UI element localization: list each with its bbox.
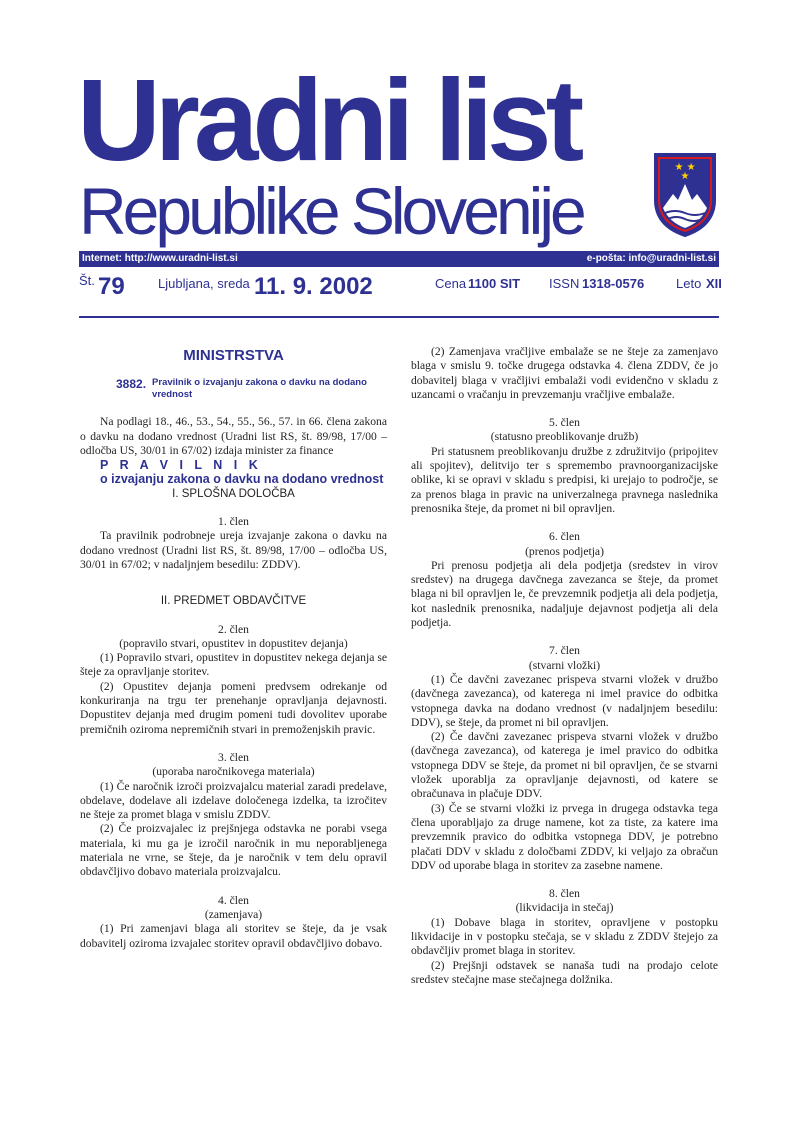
article-subtitle: (zamenjava) [204,907,263,921]
article-number: 1. člen [218,515,249,529]
coat-of-arms-icon [651,150,719,238]
article-paragraph: (1) Če naročnik izroči proizvajalcu material zaradi predelave, obdelave, dodelave ali izdelave določenega izdelka, ta izročitev ne šteje za promet blaga v smislu ZDDV. [80,779,387,822]
regulation-title: Pravilnik o izvajanju zakona o davku na dodano vrednost [152,377,367,401]
document-title: o izvajanju zakona o davku na dodano vrednost [100,472,384,487]
masthead-contact-bar [79,251,719,267]
article-paragraph: (2) Če proizvajalec iz prejšnjega odstavka ne porabi vsega materiala, ki mu ga je izročil naročnik in mu neporabljenega materiala ne vrne, se šteje, da je naročnik v tem delu opravil obdavčljivo dobavo materiala proizvajalcu. [80,822,387,879]
article-paragraph: (2) Če davčni zavezanec prispeva stvarni vložek v družbo (davčnega zavezanca), od katerega je imel pravico do odbitka vstopnega DDV se šteje, da promet ni bil opravljen, če se stvarni vložek uporablja za opravljanje dejavnosti, od katere se obračunava in plačuje DDV. [411,730,718,801]
article-paragraph: (2) Opustitev dejanja pomeni predvsem odrekanje od konkuriranja na trgu ter prenehanje opravljanja dejavnosti. Dopustitev dejanja med drugim pomeni tudi dovolitev uporabe premičnih oziroma nepremičnih stvari in premoženjskih pravic. [80,679,387,736]
issue-info-row [79,270,722,302]
article-paragraph: (1) Dobave blaga in storitev, opravljene v postopku likvidacije in v postopku stečaja, se v skladu z ZDDV štejejo za obdavčljiv promet blaga in storitev. [411,915,718,958]
intro-paragraph: Na podlagi 18., 46., 53., 54., 55., 56., 57. in 66. člena zakona o davku na dodano vrednost (Uradni list RS, št. 89/98, 17/00 – odločba US, 30/01 in 67/02) izdaja minister za finance [80,415,387,457]
article-paragraph: Pri statusnem preoblikovanju družbe z združitvijo (pripojitev ali spojitev), delitvijo ter s spremembo pravnoorganizacijske oblike, ki se opravi v skladu s predpisi, ki urejajo to področje, se za prenos blaga in pravic na univerzalnega pravnega naslednika prenosnika šteje, da promet ni bil opravljen. [411,444,718,515]
issn-value: 1318-0576 [582,276,645,291]
article-paragraph: (3) Če se stvarni vložki iz prvega in drugega odstavka tega člena uporabljajo za druge namene, kot za tiste, za katere ima prevzemnik pravico do odbitka vstopnega DDV, je potrebno plačati DDV v skladu z določbami ZDDV, ki veljajo za obračun DDV od uporabe blaga in storitev za zasebne namene. [411,801,718,872]
chapter-heading: II. PREDMET OBDAVČITVE [160,595,307,608]
article-paragraph: Pri prenosu podjetja ali dela podjetja (sredstev in virov sredstev) na drugega davčnega zavezanca se šteje, da promet blaga ni bil opravljen le, če prevzemnik podjetja ali dela podjetja, kot naslednik prenosnika, nadaljuje dejavnost podjetja ali dela podjetja. [411,558,718,630]
internet-link[interactable]: Internet: http://www.uradni-list.si [82,253,238,264]
issue-number: 79 [98,273,125,300]
regulation-number: 3882. [116,377,147,392]
article-number: 7. člen [549,644,580,658]
article-number: 3. člen [218,750,249,764]
article-paragraph: (1) Pri zamenjavi blaga ali storitev se šteje, da je vsak dobavitelj oziroma izvajalec storitev opravil obdavčljivo dobavo. [80,922,387,950]
article-number: 4. člen [218,893,249,907]
article-number: 8. člen [549,887,580,901]
left-column [80,345,387,951]
article-paragraph: (1) Popravilo stvari, opustitev in dopustitev nekega dejanja se šteje za opravljanje storitev. [80,651,387,679]
year-label: Leto [676,276,702,291]
svg-text:★ ★: ★ ★ [674,162,696,173]
document-type: P R A V I L N I K [100,458,262,473]
article-number: 5. člen [549,416,580,430]
article-number: 2. člen [218,622,249,636]
right-column [411,345,718,987]
issue-number-label: Št. [79,273,95,288]
header-divider [79,316,719,318]
article-subtitle: (stvarni vložki) [528,658,601,672]
masthead-title: Uradni list [77,55,579,185]
section-heading: MINISTRSTVA [183,347,284,364]
article-paragraph: (2) Prejšnji odstavek se nanaša tudi na prodajo celote sredstev stečajne mase stečajnega dolžnika. [411,958,718,986]
year-value: XII [706,276,722,291]
article-subtitle: (popravilo stvari, opustitev in dopustitev dejanja) [119,636,348,650]
article-number: 6. člen [549,530,580,544]
article-paragraph: (2) Zamenjava vračljive embalaže se ne šteje za zamenjavo blaga v smislu 9. točke drugega odstavka 4. člena ZDDV, če jo dobavitelj blaga v vračljivi embalaži vodi evidenčno v skladu z uzancami o vračanju in prevzemanju vračljive embalaže. [411,345,718,401]
article-subtitle: (likvidacija in stečaj) [515,901,614,915]
issue-date: 11. 9. 2002 [254,273,373,300]
article-paragraph: Ta pravilnik podrobneje ureja izvajanje zakona o davku na dodano vrednost (Uradni list RS, št. 89/98, 17/00 – odločba US, 30/01 in 67/02; v nadaljnjem besedilu: ZDDV). [80,529,387,571]
svg-text:★: ★ [680,171,690,182]
regulation-entry [80,377,387,401]
price-label: Cena [435,276,467,291]
article-paragraph: (1) Če davčni zavezanec prispeva stvarni vložek v družbo (davčnega zavezanca), od katerega ni imel pravice do odbitka vstopnega davka na dodano vrednost (v nadaljnjem besedilu: DDV), se šteje, da promet ni bil opravljen. [411,672,718,729]
email-link[interactable]: e-pošta: info@uradni-list.si [586,253,716,264]
masthead-subtitle: Republike Slovenije [79,174,583,248]
issn-label: ISSN [549,276,580,291]
article-subtitle: (prenos podjetja) [525,544,604,558]
chapter-heading: I. SPLOŠNA DOLOČBA [172,487,295,500]
article-subtitle: (statusno preoblikovanje družb) [490,430,639,444]
article-subtitle: (uporaba naročnikovega materiala) [152,765,315,779]
price-value: 1100 SIT [468,276,521,291]
issue-place-day: Ljubljana, sreda [158,276,250,291]
